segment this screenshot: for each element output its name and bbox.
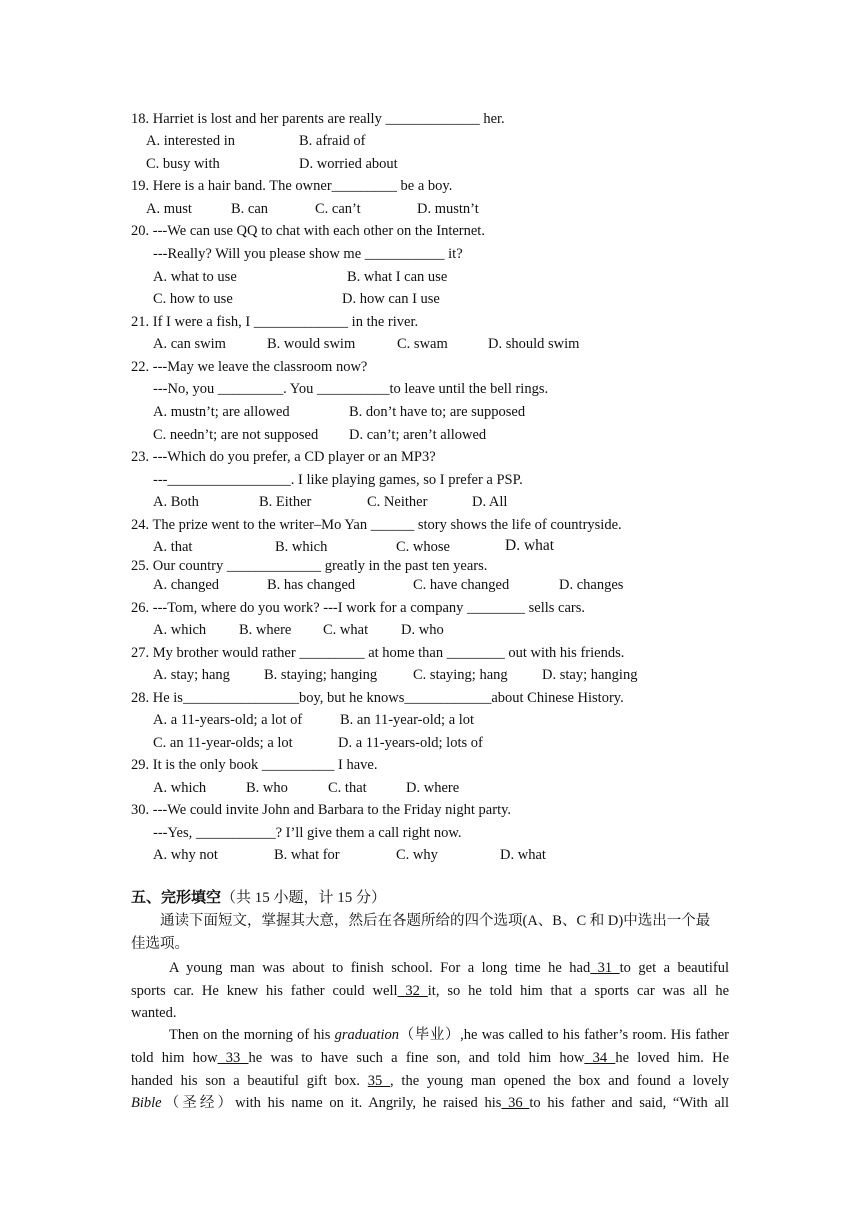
- passage-italic-word: Bible: [131, 1095, 162, 1111]
- blank-33: 33: [217, 1050, 249, 1066]
- question-18-stem: 18. Harriet is lost and her parents are really _____________ her.: [131, 111, 505, 127]
- q23-option-a: A. Both: [153, 494, 199, 510]
- q21-option-a: A. can swim: [153, 336, 226, 352]
- q18-option-c: C. busy with: [146, 156, 220, 172]
- question-30-stem: 30. ---We could invite John and Barbara to the Friday night party.: [131, 802, 512, 818]
- q21-option-b: B. would swim: [267, 336, 356, 352]
- q22-option-b: B. don’t have to; are supposed: [349, 404, 526, 420]
- question-22-stem-2: ---No, you _________. You __________to leave until the bell rings.: [153, 381, 549, 397]
- q23-option-c: C. Neither: [367, 494, 428, 510]
- q23-option-d: D. All: [472, 494, 508, 510]
- passage-italic-word: graduation: [334, 1027, 400, 1043]
- passage-line-6: [131, 1072, 729, 1090]
- q28-option-b: B. an 11-year-old; a lot: [340, 712, 475, 728]
- question-22-stem: 22. ---May we leave the classroom now?: [131, 359, 368, 375]
- q26-option-a: A. which: [153, 622, 207, 638]
- passage-line-3: wanted.: [131, 1005, 177, 1021]
- passage-gloss: （圣经）: [161, 1095, 236, 1111]
- question-23-stem-2: ---_________________. I like playing games, so I prefer a PSP.: [153, 472, 523, 488]
- q25-option-a: A. changed: [153, 577, 220, 593]
- section-instruction-1: 通读下面短文，掌握其大意，然后在各题所给的四个选项(A、B、C 和 D)中选出一个最: [160, 913, 711, 929]
- q25-option-c: C. have changed: [413, 577, 510, 593]
- q26-option-c: C. what: [323, 622, 369, 638]
- passage-text: to get a beautiful: [619, 960, 730, 976]
- section-score: （共 15 小题，计 15 分）: [221, 890, 387, 906]
- q19-option-d: D. mustn’t: [417, 201, 479, 217]
- q20-option-d: D. how can I use: [342, 291, 440, 307]
- blank-32: 32: [397, 983, 428, 999]
- passage-text: ,he was called to his father’s room. His father: [460, 1027, 730, 1043]
- q26-option-d: D. who: [401, 622, 444, 638]
- question-28-stem: 28. He is________________boy, but he knows____________about Chinese History.: [131, 690, 624, 706]
- question-20-stem-2: ---Really? Will you please show me ___________ it?: [153, 246, 463, 262]
- q30-option-d: D. what: [500, 847, 546, 863]
- q19-option-b: B. can: [231, 201, 269, 217]
- q27-option-b: B. staying; hanging: [264, 667, 378, 683]
- q19-option-a: A. must: [146, 201, 192, 217]
- passage-text: told him how: [131, 1050, 218, 1066]
- q30-option-c: C. why: [396, 847, 438, 863]
- q28-option-a: A. a 11-years-old; a lot of: [153, 712, 303, 728]
- passage-line-2: [131, 982, 729, 1000]
- q20-option-b: B. what I can use: [347, 269, 448, 285]
- q20-option-a: A. what to use: [153, 269, 237, 285]
- q22-option-c: C. needn’t; are not supposed: [153, 427, 319, 443]
- passage-text: with his name on it. Angrily, he raised his: [235, 1095, 502, 1111]
- passage-text: , the young man opened the box and found a lovely: [390, 1073, 729, 1089]
- q26-option-b: B. where: [239, 622, 292, 638]
- q25-option-b: B. has changed: [267, 577, 356, 593]
- section-title-text: 五、完形填空: [131, 890, 222, 906]
- question-26-stem: 26. ---Tom, where do you work? ---I work for a company ________ sells cars.: [131, 600, 585, 616]
- q29-option-b: B. who: [246, 780, 288, 796]
- q23-option-b: B. Either: [259, 494, 312, 510]
- q22-option-a: A. mustn’t; are allowed: [153, 404, 290, 420]
- passage-line-4: [131, 1026, 729, 1044]
- section-instruction-2: 佳选项。: [131, 936, 189, 952]
- passage-text: A young man was about to finish school. For a long time he had: [169, 960, 591, 976]
- q29-option-d: D. where: [406, 780, 460, 796]
- section-title: [131, 888, 386, 908]
- q28-option-d: D. a 11-years-old; lots of: [338, 735, 483, 751]
- q24-option-b: B. which: [275, 539, 328, 555]
- q24-option-c: C. whose: [396, 539, 450, 555]
- q25-option-d: D. changes: [559, 577, 624, 593]
- question-21-stem: 21. If I were a fish, I _____________ in the river.: [131, 314, 419, 330]
- q21-option-d: D. should swim: [488, 336, 580, 352]
- passage-text: Then on the morning of his: [169, 1027, 335, 1043]
- question-23-stem: 23. ---Which do you prefer, a CD player or an MP3?: [131, 449, 436, 465]
- q24-option-d: D. what: [505, 537, 555, 554]
- question-24-stem: 24. The prize went to the writer–Mo Yan ______ story shows the life of countryside.: [131, 517, 622, 533]
- question-19-stem: 19. Here is a hair band. The owner_________ be a boy.: [131, 178, 453, 194]
- q29-option-c: C. that: [328, 780, 367, 796]
- q24-option-a: A. that: [153, 539, 193, 555]
- q22-option-d: D. can’t; aren’t allowed: [349, 427, 487, 443]
- q20-option-c: C. how to use: [153, 291, 233, 307]
- q27-option-a: A. stay; hang: [153, 667, 230, 683]
- q19-option-c: C. can’t: [315, 201, 361, 217]
- passage-text: sports car. He knew his father could well: [131, 983, 398, 999]
- q27-option-d: D. stay; hanging: [542, 667, 638, 683]
- passage-text: he loved him. He: [615, 1050, 730, 1066]
- q21-option-c: C. swam: [397, 336, 448, 352]
- passage-line-1: [131, 959, 729, 977]
- passage-text: it, so he told him that a sports car was all he: [427, 983, 729, 999]
- q27-option-c: C. staying; hang: [413, 667, 508, 683]
- blank-35: 35: [367, 1073, 391, 1089]
- q30-option-a: A. why not: [153, 847, 218, 863]
- passage-text: he was to have such a fine son, and told him how: [248, 1050, 585, 1066]
- passage-text: to his father and said, “With all: [529, 1095, 729, 1111]
- q18-option-d: D. worried about: [299, 156, 398, 172]
- question-20-stem: 20. ---We can use QQ to chat with each other on the Internet.: [131, 223, 485, 239]
- passage-gloss: （毕业）: [399, 1027, 461, 1043]
- question-25-stem: 25. Our country _____________ greatly in the past ten years.: [131, 558, 488, 574]
- q18-option-b: B. afraid of: [299, 133, 366, 149]
- blank-31: 31: [590, 960, 620, 976]
- q29-option-a: A. which: [153, 780, 207, 796]
- blank-34: 34: [584, 1050, 616, 1066]
- q28-option-c: C. an 11-year-olds; a lot: [153, 735, 293, 751]
- blank-36: 36: [501, 1095, 530, 1111]
- q30-option-b: B. what for: [274, 847, 340, 863]
- passage-line-7: [131, 1094, 729, 1112]
- passage-text: handed his son a beautiful gift box.: [131, 1073, 368, 1089]
- q18-option-a: A. interested in: [146, 133, 235, 149]
- passage-line-5: [131, 1049, 729, 1067]
- question-27-stem: 27. My brother would rather _________ at home than ________ out with his friends.: [131, 645, 625, 661]
- question-30-stem-2: ---Yes, ___________? I’ll give them a call right now.: [153, 825, 462, 841]
- question-29-stem: 29. It is the only book __________ I have.: [131, 757, 378, 773]
